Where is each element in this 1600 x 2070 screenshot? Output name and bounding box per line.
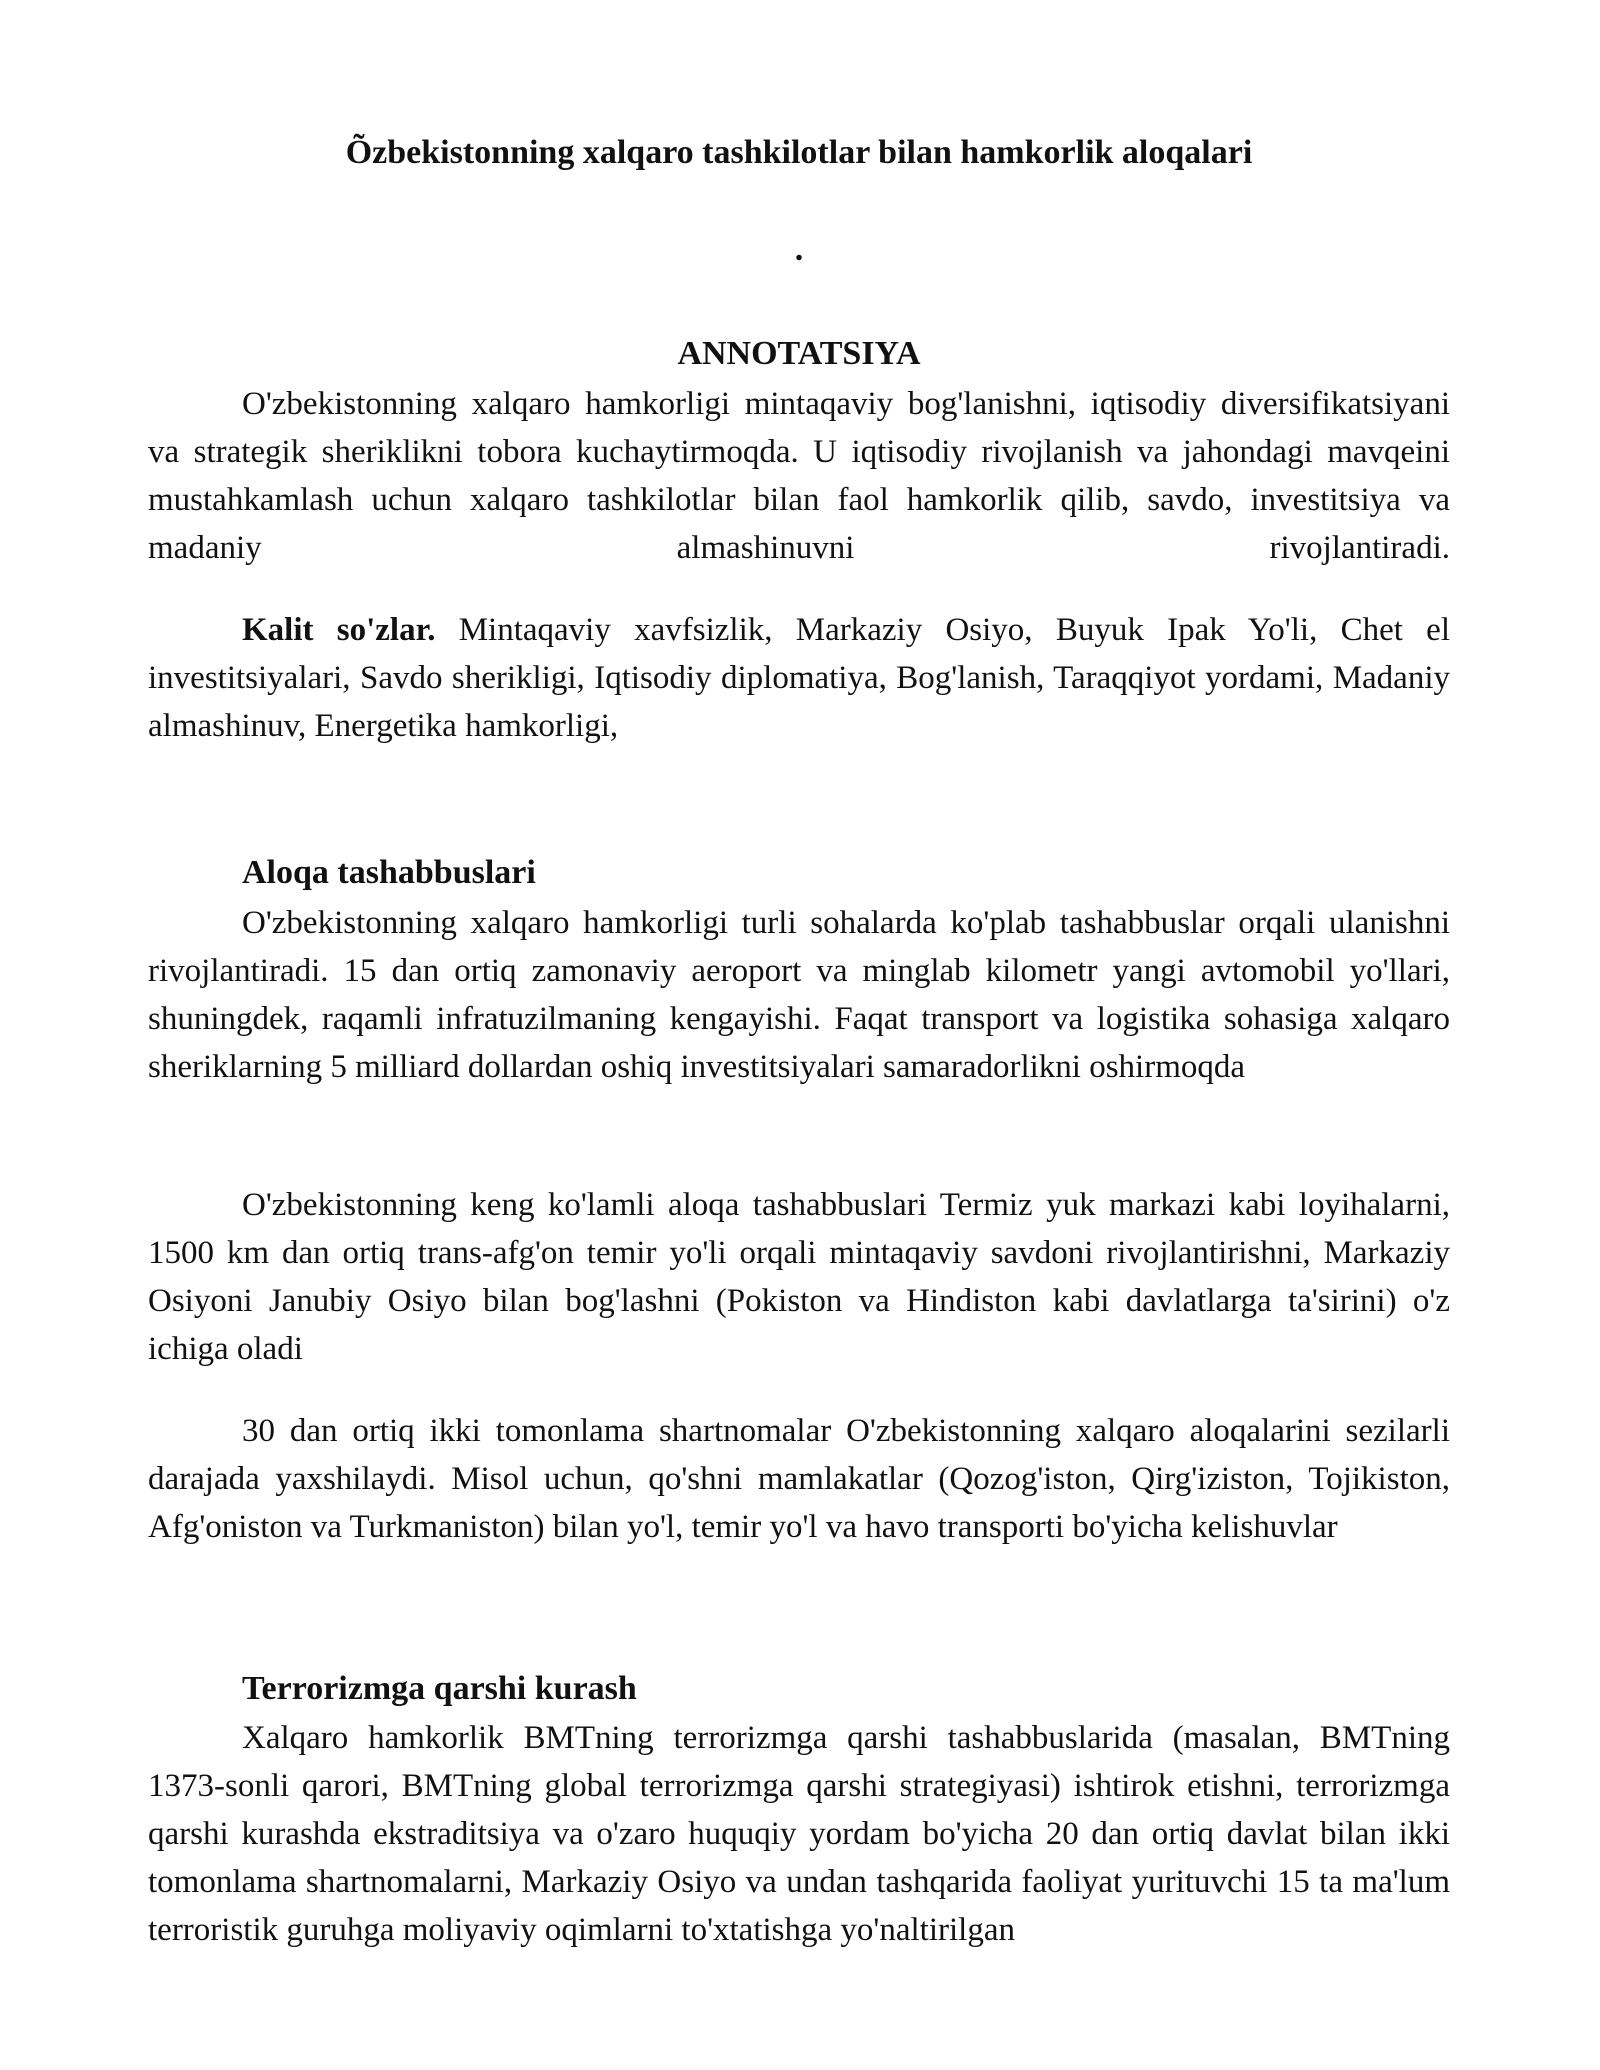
title-dot: .: [794, 231, 804, 268]
annotation-text: O'zbekistonning xalqaro hamkorligi mintaqaviy bog'lanishni, iqtisodiy diversifikatsiyani va strategik sheriklikni tobora kuchaytirmoqda. U iqtisodiy rivojlanish va jahondagi mavqeini mustahkamlash uchun xalqaro tashkilotlar bilan faol hamkorlik qilib, savdo, investitsiya va madaniy almashinuvni rivojlantiradi.: [148, 386, 1450, 566]
section1-paragraph-3: 30 dan ortiq ikki tomonlama shartnomalar O'zbekistonning xalqaro aloqalarini sezilarli darajada yaxshilaydi. Misol uchun, qo'shni mamlakatlar (Qozog'iston, Qirg'iziston, Tojikiston, Afg'oniston va Turkmaniston) bilan yo'l, temir yo'l va havo transporti bo'yicha kelishuvlar: [148, 1413, 1450, 1545]
document-title: Õzbekistonning xalqaro tashkilotlar bilan hamkorlik aloqalari: [345, 134, 1253, 171]
annotation-heading: ANNOTATSIYA: [677, 335, 921, 372]
keywords-paragraph: [148, 606, 1450, 750]
keywords-label: Kalit so'zlar.: [242, 612, 436, 648]
keywords-text: Mintaqaviy xavfsizlik, Markaziy Osiyo, Buyuk Ipak Yo'li, Chet el investitsiyalari, Savdo sherikligi, Iqtisodiy diplomatiya, Bog'lanish, Taraqqiyot yordami, Madaniy almashinuv, Energetika hamkorligi,: [148, 612, 1450, 744]
section-heading-aloqa: Aloqa tashabbuslari: [242, 854, 536, 891]
section-heading-terrorizm: Terrorizmga qarshi kurash: [242, 1670, 637, 1707]
section2-paragraph-1: Xalqaro hamkorlik BMTning terrorizmga qarshi tashabbuslarida (masalan, BMTning 1373-sonli qarori, BMTning global terrorizmga qarshi strategiyasi) ishtirok etishni, terrorizmga qarshi kurashda ekstraditsiya va o'zaro huquqiy yordam bo'yicha 20 dan ortiq davlat bilan ikki tomonlama shartnomalarni, Markaziy Osiyo va undan tashqarida faoliyat yurituvchi 15 ta ma'lum terroristik guruhga moliyaviy oqimlarni to'xtatishga yo'naltirilgan: [148, 1720, 1450, 1948]
section1-paragraph-1: O'zbekistonning xalqaro hamkorligi turli sohalarda ko'plab tashabbuslar orqali ulanishni rivojlantiradi. 15 dan ortiq zamonaviy aeroport va minglab kilometr yangi avtomobil yo'llari, shuningdek, raqamli infratuzilmaning kengayishi. Faqat transport va logistika sohasiga xalqaro sheriklarning 5 milliard dollardan oshiq investitsiyalari samaradorlikni oshirmoqda: [148, 905, 1450, 1085]
section1-paragraph-2: O'zbekistonning keng ko'lamli aloqa tashabbuslari Termiz yuk markazi kabi loyihalarni, 1500 km dan ortiq trans-afg'on temir yo'li orqali mintaqaviy savdoni rivojlantirishni, Markaziy Osiyoni Janubiy Osiyo bilan bog'lashni (Pokiston va Hindiston kabi davlatlarga ta'sirini) o'z ichiga oladi: [148, 1187, 1450, 1367]
